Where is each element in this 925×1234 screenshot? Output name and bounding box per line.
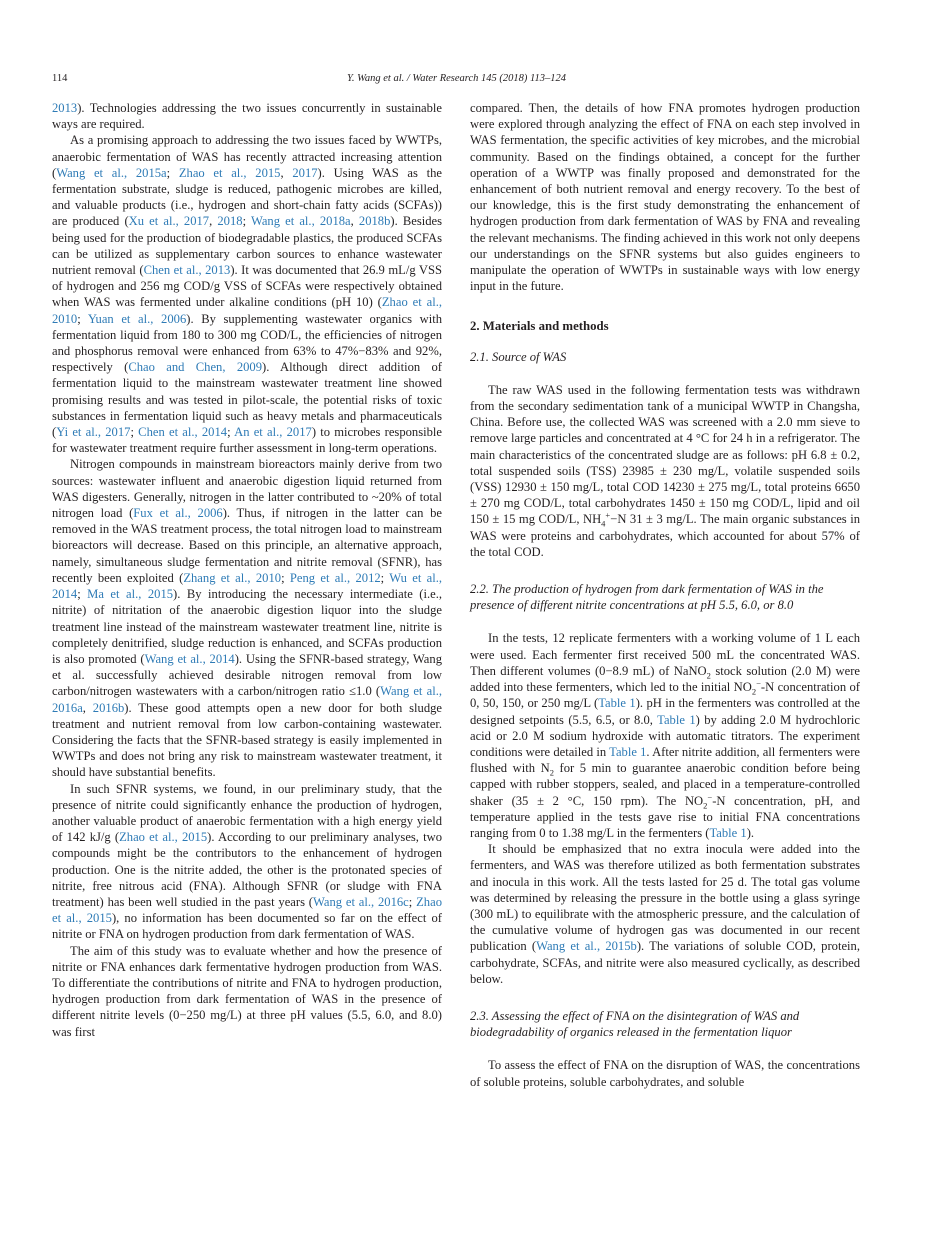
paragraph: 2013). Technologies addressing the two issues concurrently in sustainable ways are required.	[52, 101, 442, 132]
citation-link[interactable]: 2017	[292, 165, 318, 180]
citation-link[interactable]: 2013	[52, 101, 78, 115]
citation-link[interactable]: Table 1	[598, 696, 636, 711]
subsection-heading: 2.2. The production of hydrogen from dark fermentation of WAS in the presence of different nitrite concentrations at pH 5.5, 6.0, or 8.0	[470, 582, 824, 613]
citation-link[interactable]: Peng et al., 2012	[289, 570, 381, 585]
paragraph: The aim of this study was to evaluate whether and how the presence of nitrite or FNA enhances dark fermentative hydrogen production from WAS. To differentiate the contributions of nitrite and FNA to hydrogen production, hydrogen production from dark fermentation of WAS in the presence of different nitrite levels (0−250 mg/L) at three pH values (5.5, 6.0, and 8.0) was first	[52, 943, 442, 1039]
citation-link[interactable]: Wang et al., 2015a	[56, 165, 167, 180]
citation-link[interactable]: Zhao et al., 2015	[119, 830, 208, 845]
superscript: −	[707, 791, 713, 802]
citation-link[interactable]: Chao and Chen, 2009	[128, 360, 263, 375]
paragraph: The raw WAS used in the following fermentation tests was withdrawn from the secondary sedimentation tank of a municipal WWTP in Changsha, China. Before use, the collected WAS was screened with a 2.0 mm sieve to remove large particles and concentrated at 4 °C for 24 h in a refrigerator. The main characteristics of the concentrated sludge are as follows: pH 6.8 ± 0.2, total suspended soils (TSS) 23985 ± 230 mg/L, volatile suspended soils (VSS) 12930 ± 150 mg/L, total COD 14230 ± 275 mg/L, total proteins 6650 ± 270 mg COD/L, total carbohydrates 1450 ± 150 mg COD/L, lipid and oil 150 ± 15 mg COD/L, $NH_4^+-N$ 31 ± 3 mg/L. The main organic substances in WAS were proteins and carbohydrates, which accounted for about 57% of the total COD.	[470, 382, 860, 559]
subsection-heading: 2.3. Assessing the effect of FNA on the disintegration of WAS and biodegradability of organics released in the fermentation liquor	[470, 1008, 800, 1040]
citation-link[interactable]: Wang et al., 2016c	[313, 894, 409, 909]
subscript: 4	[601, 518, 606, 529]
citation-link[interactable]: 2016b	[92, 700, 125, 715]
section-heading: 2. Materials and methods	[470, 319, 609, 334]
citation-link[interactable]: Chen et al., 2014	[138, 425, 228, 440]
paragraph: In the tests, 12 replicate fermenters with a working volume of 1 L each were used. Each fermenter first received 500 mL the concentrated WAS. Then different volumes (0−8.9 mL) of NaNO$_2$ stock solution (2.0 M) were added into these fermenters, which led to the initial $NO_2^--N$ concentration of 0, 50, 150, or 250 mg/L (Table 1). pH in the fermenters was controlled at the designed setpoints (5.5, 6.5, or 8.0, Table 1) by adding 2.0 M hydrochloric acid or 2.0 M sodium hydroxide with automatic titrators. The experiment conditions were detailed in Table 1. After nitrite addition, all fermenters were flushed with $N_2$ for 5 min to guarantee anaerobic condition before being capped with rubber stoppers, sealed, and placed in a temperature-controlled shaker (35 ± 2 °C, 150 rpm). The $NO_2^--N$ concentration, pH, and temperature applied in the tests gave rise to initial FNA concentrations ranging from 0 to 1.38 mg/L in the fermenters (Table 1).	[470, 631, 861, 840]
subscript: 2	[751, 686, 757, 697]
citation-link[interactable]: 2018	[217, 214, 243, 229]
citation-link[interactable]: Fux et al., 2006	[133, 506, 223, 521]
paragraph: Nitrogen compounds in mainstream bioreactors mainly derive from two sources: wastewater influent and anaerobic digestion liquid returned from WAS digesters. Generally, nitrogen in the latter contributed to ~20% of total nitrogen load (Fux et al., 2006). Thus, if nitrogen in the latter can be removed in the WAS treatment process, the total nitrogen load to mainstream bioreactors will decrease. Based on this principle, an alternative approach, namely, simultaneous sludge fermentation and nitrite removal (SFNR), has recently been exploited (Zhang et al., 2010; Peng et al., 2012; Wu et al., 2014; Ma et al., 2015). By introducing the necessary intermediate (i.e., nitrite) of nitritation of the anaerobic digestion liquor into the sludge treatment line instead of the mainstream wastewater treatment line, nitrite is completely denitrified, sludge reduction is enhanced, and SCFAs production is also promoted (Wang et al., 2014). Using the SFNR-based strategy, Wang et al. successfully achieved desirable nitrogen removal from low carbon/nitrogen wastewaters with a carbon/nitrogen ratio ≤1.0 (Wang et al., 2016a, 2016b). These good attempts open a new door for both sludge treatment and nutrient removal from low carbon-containing wastewater. Considering the facts that the SFNR-based strategy is easily implemented in WWTPs and does not bring any risk to mainstream wastewater treatment, it should have substantial benefits.	[52, 457, 443, 780]
citation-link[interactable]: Yuan et al., 2006	[87, 311, 187, 326]
citation-link[interactable]: Table 1	[609, 744, 647, 759]
paragraph: To assess the effect of FNA on the disruption of WAS, the concentrations of soluble proteins, soluble carbohydrates, and soluble	[470, 1058, 860, 1089]
citation-link[interactable]: Chen et al., 2013	[143, 263, 231, 278]
superscript: +	[605, 510, 611, 521]
citation-link[interactable]: Table 1	[657, 712, 696, 727]
subsection-heading: 2.1. Source of WAS	[470, 349, 567, 364]
superscript: −	[756, 677, 761, 688]
citation-link[interactable]: Zhao et al., 2015	[52, 894, 442, 926]
citation-link[interactable]: An et al., 2017	[234, 425, 312, 440]
page-header	[52, 73, 861, 87]
citation-link[interactable]: Xu et al., 2017	[128, 214, 210, 229]
right-column	[470, 100, 860, 1090]
citation-link[interactable]: Zhao et al., 2010	[52, 295, 442, 326]
citation-link[interactable]: Wang et al., 2015b	[536, 939, 637, 954]
citation-link[interactable]: Table 1	[709, 825, 747, 840]
citation-link[interactable]: Ma et al., 2015	[87, 587, 174, 602]
citation-link[interactable]: Yi et al., 2017	[56, 425, 131, 440]
subscript: 2	[549, 767, 554, 778]
citation-link[interactable]: Wu et al., 2014	[52, 570, 443, 602]
paragraph: As a promising approach to addressing the two issues faced by WWTPs, anaerobic fermentation of WAS has recently attracted increasing attention (Wang et al., 2015a; Zhao et al., 2015, 2017). Using WAS as the fermentation substrate, sludge is reduced, pathogenic microbes are killed, and valuable products (i.e., hydrogen and short-chain fatty acids (SCFAs)) are produced (Xu et al., 2017, 2018; Wang et al., 2018a, 2018b). Besides being used for the production of biodegradable plastics, the produced SCFAs can be utilized as supplementary carbon sources to enhance wastewater nutrient removal (Chen et al., 2013). It was documented that 26.9 mL/g VSS of hydrogen and 256 mg COD/g VSS of SCFAs were respectively obtained when WAS was fermented under alkaline conditions (pH 10) (Zhao et al., 2010; Yuan et al., 2006). By supplementing wastewater organics with fermentation liquid from 180 to 300 mg COD/L, the efficiencies of nitrogen and phosphorus removal were enhanced from 63% to 47%−83% and 92%, respectively (Chao and Chen, 2009). Although direct addition of fermentation liquid to the mainstream wastewater treatment line showed promising results and was tested in pilot-scale, the potential risks of toxic substances in fermentation liquid such as heavy metals and pharmaceuticals (Yi et al., 2017; Chen et al., 2014; An et al., 2017) to microbes responsible for wastewater treatment require further assessment in long-term operations.	[52, 133, 443, 456]
subscript: 2	[703, 800, 708, 811]
paragraph: In such SFNR systems, we found, in our preliminary study, that the presence of nitrite could significantly enhance the production of hydrogen, another valuable product of anaerobic fermentation with a high energy yield of 142 kJ/g (Zhao et al., 2015). According to our preliminary analyses, two compounds might be the contributors to the enhancement of hydrogen production. One is the nitrite added, the other is the protonated species of nitrite, free nitrous acid (FNA). Although SFNR (or sludge with FNA treatment) has been well studied in the past years (Wang et al., 2016c; Zhao et al., 2015), no information has been documented so far on the effect of nitrite or FNA on hydrogen production from dark fermentation of WAS.	[52, 781, 443, 942]
citation-link[interactable]: Wang et al., 2016a	[52, 684, 442, 715]
page-number: 114	[52, 73, 68, 84]
citation-link[interactable]: 2018b	[358, 214, 391, 229]
citation-link[interactable]: Wang et al., 2018a	[250, 214, 351, 229]
citation-link[interactable]: Zhao et al., 2015	[178, 165, 281, 180]
paragraph: compared. Then, the details of how FNA promotes hydrogen production were explored through analyzing the effect of FNA on each step involved in WAS fermentation, the specific activities of key microbes, and the microbial community. Based on the findings obtained, a concept for the further operation of a WWTP was finally proposed and demonstrated for the enhancement of both nutrient removal and energy recovery. To the best of our knowledge, this is the first study demonstrating the enhancement of hydrogen production from dark fermentation of WAS by FNA and revealing the relevant mechanisms. The finding achieved in this work not only deepens our understandings on the SFNR systems but also guides engineers to manipulate the operation of WWTPs in sustainable ways with low energy input in the future.	[470, 101, 860, 294]
running-head: Y. Wang et al. / Water Research 145 (2018) 113–124	[346, 73, 567, 84]
citation-link[interactable]: Wang et al., 2014	[144, 651, 235, 666]
subscript: 2	[706, 670, 711, 681]
left-column	[52, 100, 442, 1040]
citation-link[interactable]: Zhang et al., 2010	[183, 570, 282, 585]
paragraph: It should be emphasized that no extra inocula were added into the fermenters, and WAS was therefore utilized as both fermentation substrates and inocula in this work. All the tests lasted for 25 d. The total gas volume was determined by releasing the pressure in the bottle using a glass syringe (300 mL) to equilibrate with the atmospheric pressure, and the calculation of the cumulative volume of hydrogen gas was documented in our recent publication (Wang et al., 2015b). The variations of soluble COD, protein, carbohydrate, SCFAs, and nitrite were also measured cyclically, as described below.	[470, 842, 860, 986]
